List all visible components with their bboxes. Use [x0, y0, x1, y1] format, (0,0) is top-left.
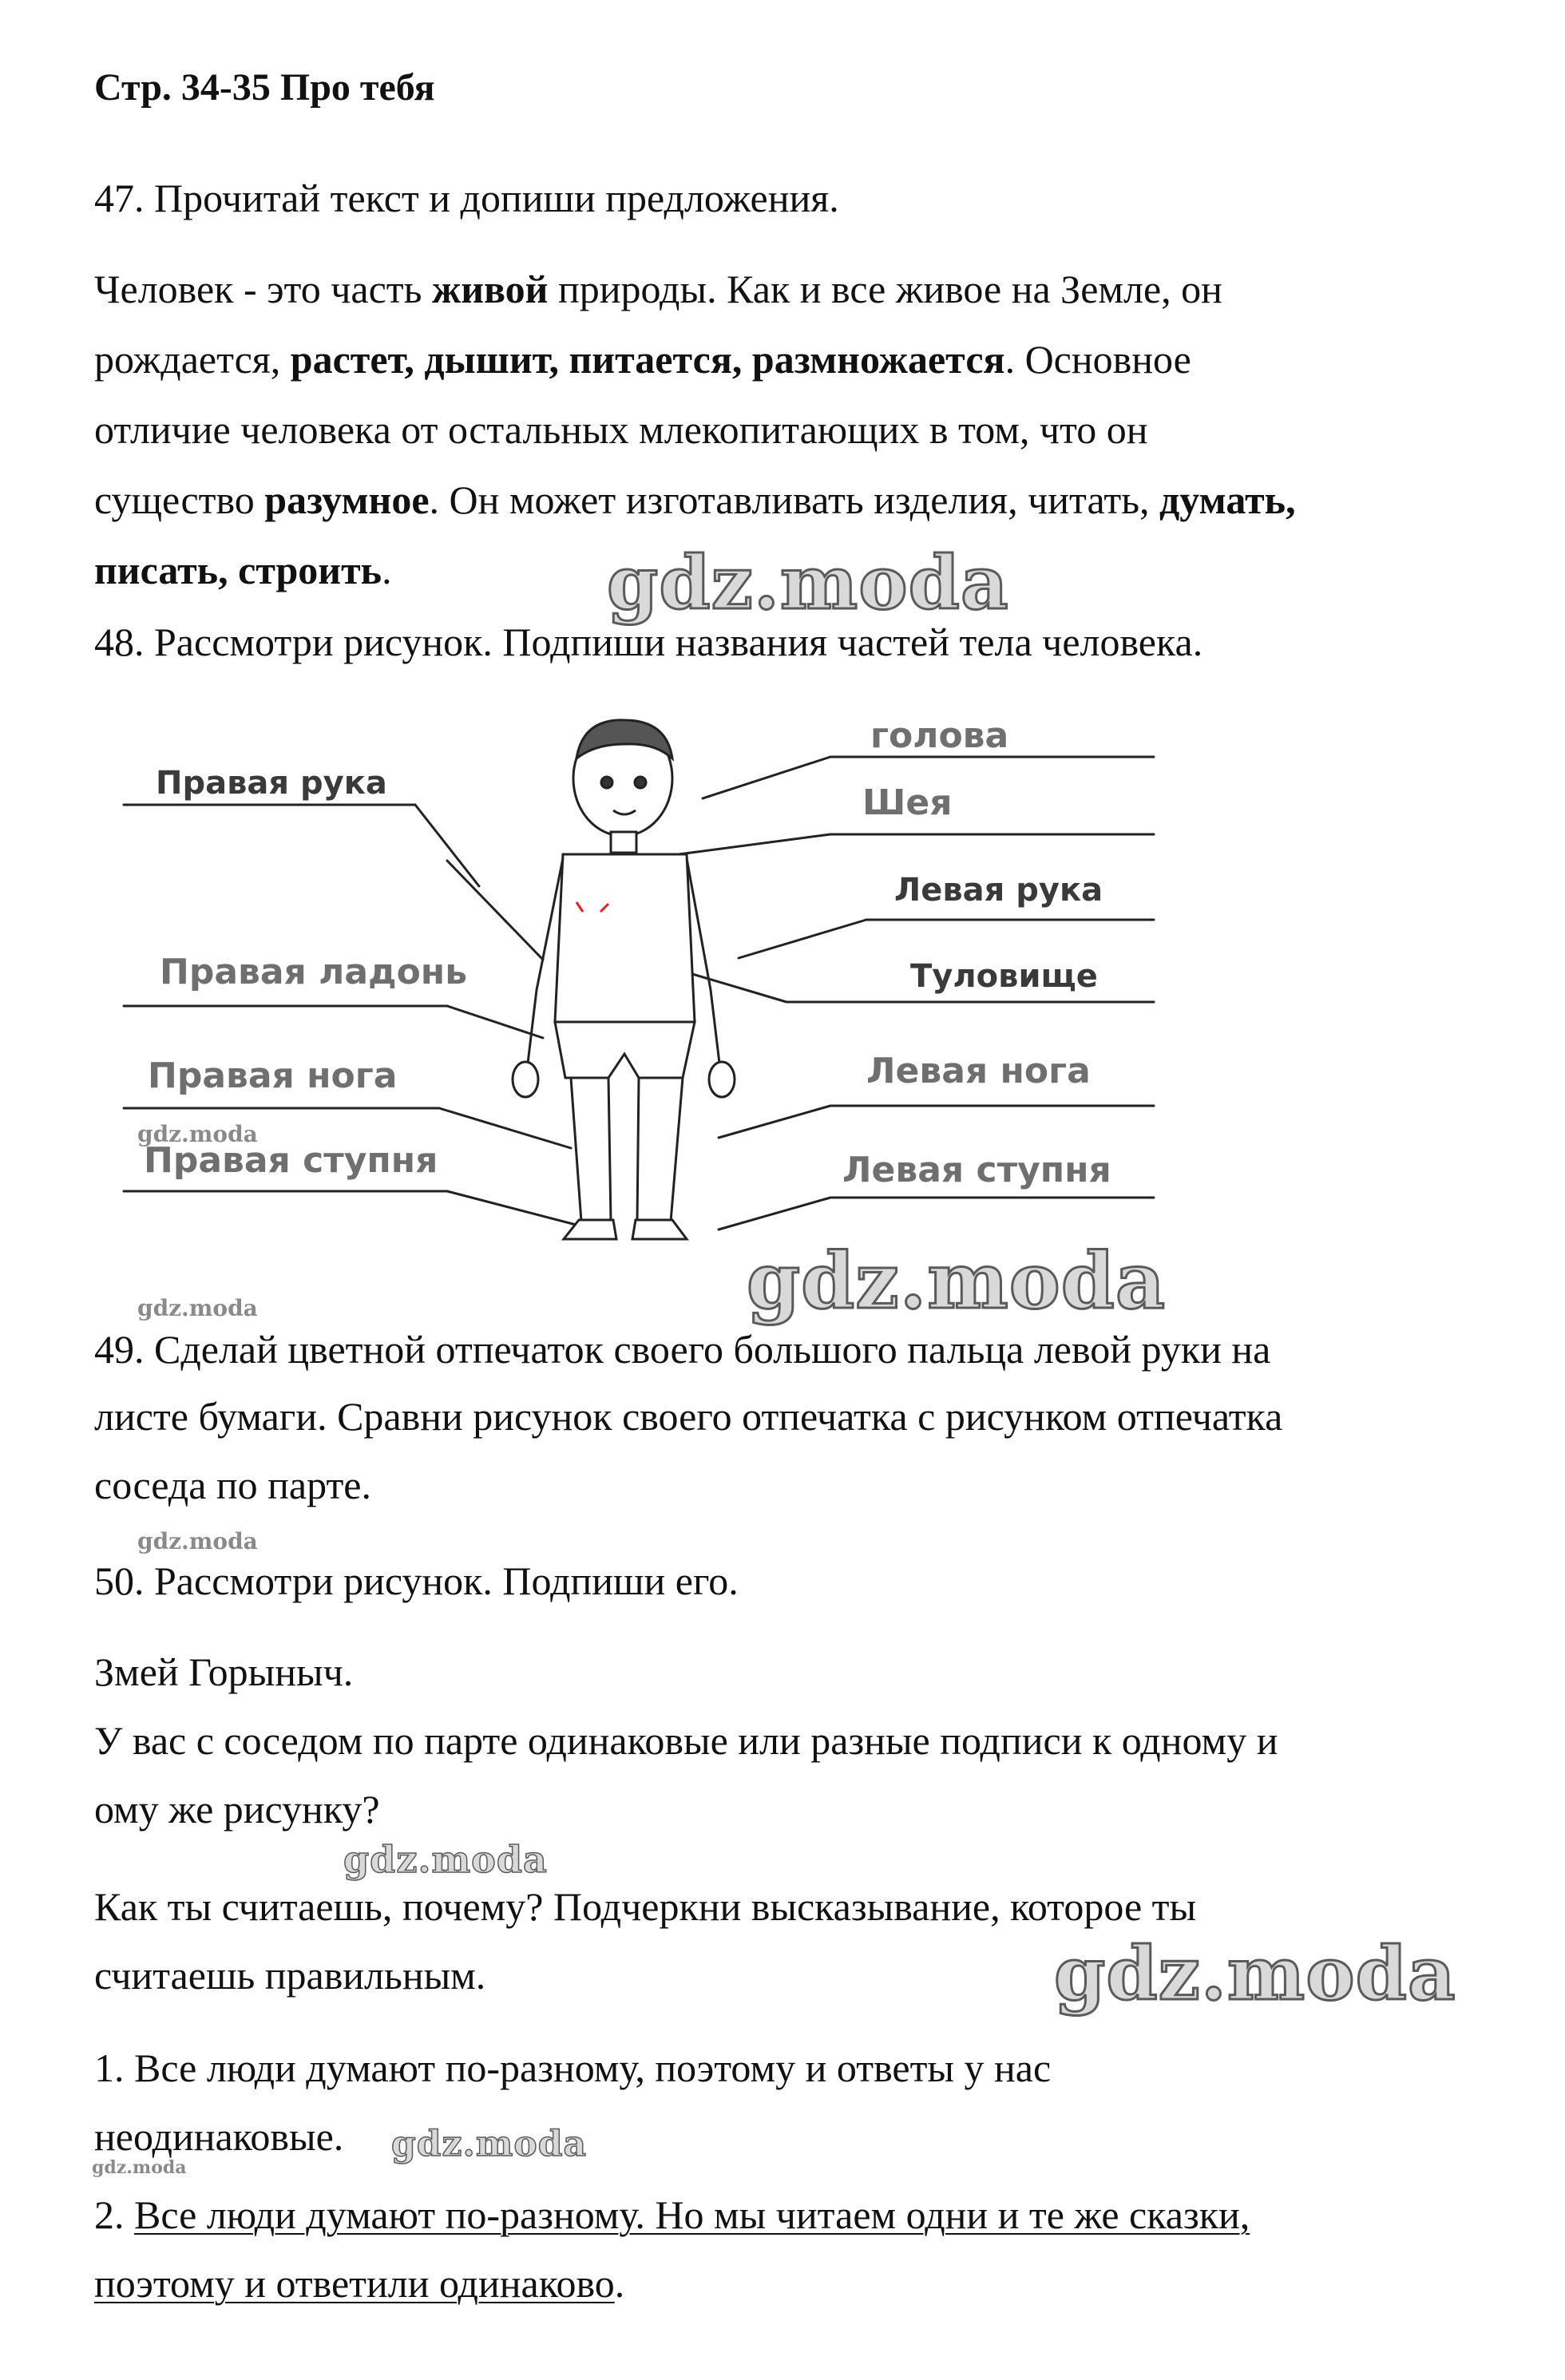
option-1-line-2: неодинаковые. — [94, 2114, 344, 2159]
pointer-line — [447, 861, 543, 960]
watermark: gdz.moda — [343, 1838, 548, 1881]
watermark: gdz.moda — [137, 1528, 258, 1554]
watermark: gdz.moda — [391, 2124, 588, 2164]
answer-bold: разумное — [264, 477, 430, 522]
watermark: gdz.moda — [92, 2157, 187, 2178]
answer-bold: живой — [431, 267, 549, 311]
watermark: gdz.moda — [607, 540, 1009, 626]
label-torso: Туловище — [910, 958, 1098, 995]
task-50-answer: Змей Горыныч. — [94, 1649, 354, 1694]
pointer-line — [679, 834, 830, 854]
answer-bold: растет, дышит, питается, размножается — [290, 337, 1005, 382]
pointer-line — [719, 1198, 830, 1230]
label-right-arm: Правая рука — [156, 765, 387, 802]
label-right-foot: Правая ступня — [144, 1140, 438, 1181]
label-left-leg: Левая нога — [866, 1051, 1091, 1091]
page-title: Стр. 34-35 Про тебя — [94, 66, 435, 109]
watermark: gdz.moda — [1054, 1931, 1456, 2017]
option-1-line-1: 1. Все люди думают по-разному, поэтому и ответы у нас — [94, 2045, 1052, 2090]
label-right-leg: Правая нога — [148, 1055, 398, 1096]
watermark: gdz.moda — [747, 1236, 1167, 1326]
task-49-line-1: 49. Сделай цветной отпечаток своего большого пальца левой руки на — [94, 1327, 1271, 1372]
task-49-line-2: листе бумаги. Сравни рисунок своего отпечатка с рисунком отпечатка — [94, 1394, 1283, 1439]
pointer-line — [703, 757, 830, 798]
option-2-line-1: 2. Все люди думают по-разному. Но мы читаем одни и те же сказки, — [94, 2192, 1250, 2237]
answer-bold: писать, строить — [94, 548, 382, 592]
label-right-palm: Правая ладонь — [160, 952, 468, 992]
label-left-foot: Левая ступня — [842, 1150, 1111, 1190]
task-47-line-1: Человек - это часть живой природы. Как и все живое на Земле, он — [94, 267, 1222, 311]
option-2-line-2: поэтому и ответили одинаково. — [94, 2261, 625, 2306]
label-neck: Шея — [862, 782, 953, 823]
task-47-heading: 47. Прочитай текст и допиши предложения. — [94, 176, 839, 220]
underlined-answer: поэтому и ответили одинаково — [94, 2261, 615, 2306]
answer-bold: думать, — [1159, 477, 1296, 522]
task-47-line-4: существо разумное. Он может изготавливать изделия, читать, думать, — [94, 477, 1296, 522]
pointer-line — [447, 1191, 579, 1226]
task-47-line-3: отличие человека от остальных млекопитающих в том, что он — [94, 407, 1148, 452]
task-48-heading: 48. Рассмотри рисунок. Подпиши названия частей тела человека. — [94, 620, 1203, 664]
label-left-arm: Левая рука — [894, 872, 1103, 909]
task-50-question-2: ому же рисунку? — [94, 1787, 380, 1832]
task-47-line-5: писать, строить. — [94, 548, 392, 592]
task-50-question-3: Как ты считаешь, почему? Подчеркни высказывание, которое ты — [94, 1884, 1197, 1929]
watermark: gdz.moda — [137, 1295, 258, 1321]
task-50-question-4: считаешь правильным. — [94, 1953, 486, 1998]
pointer-line — [439, 1108, 571, 1148]
task-49-line-3: соседа по парте. — [94, 1463, 371, 1507]
underlined-answer: Все люди думают по-разному. Но мы читаем одни и те же сказки, — [134, 2192, 1250, 2237]
pointer-line — [719, 1106, 830, 1138]
pointer-line — [447, 1006, 543, 1038]
task-50-heading: 50. Рассмотри рисунок. Подпиши его. — [94, 1558, 739, 1603]
watermark: gdz.moda — [137, 1121, 258, 1147]
child-figure — [513, 720, 735, 1239]
pointer-line — [415, 805, 479, 886]
label-head: голова — [870, 715, 1009, 756]
pointer-line — [739, 920, 866, 958]
task-50-question-1: У вас с соседом по парте одинаковые или разные подписи к одному и — [94, 1718, 1278, 1763]
task-47-line-2: рождается, растет, дышит, питается, размножается. Основное — [94, 337, 1191, 382]
